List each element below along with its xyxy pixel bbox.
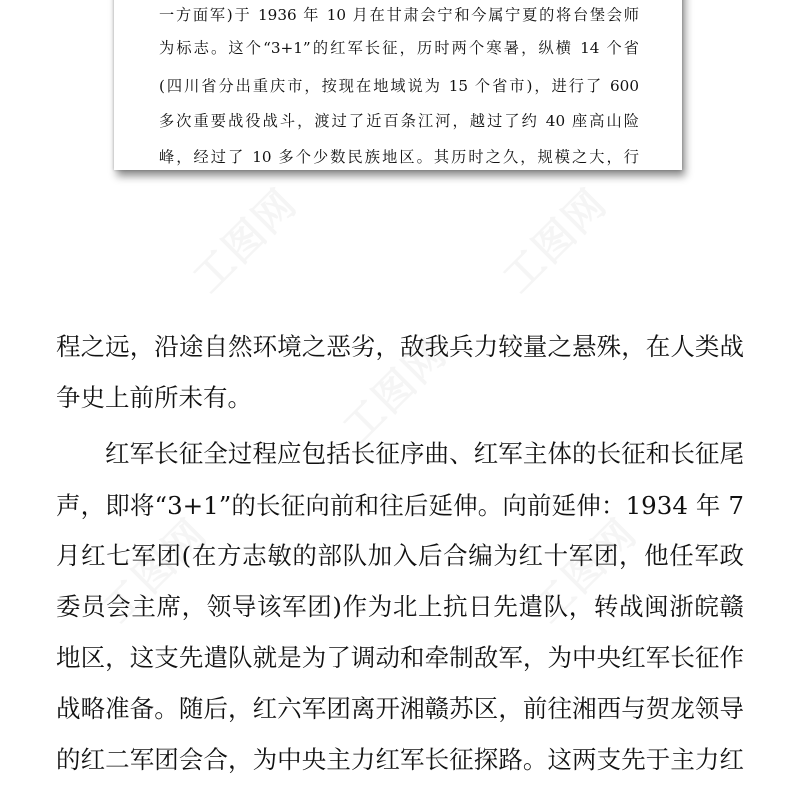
paragraph-line: 月红七军团(在方志敏的部队加入后合编为红十军团，他任军政 [56,541,744,570]
paragraph-line: 的红二军团会合，为中央主力红军长征探路。这两支先于主力红 [56,745,744,774]
watermark: 工图网 [524,510,647,632]
watermark: 工图网 [494,180,617,302]
excerpt-card [114,0,682,170]
paragraph-line: 红军长征全过程应包括长征序曲、红军主体的长征和长征尾 [105,439,744,468]
watermark: 工图网 [334,330,457,452]
card-text-line: 峰，经过了 10 多个少数民族地区。其历时之久，规模之大，行 [159,148,639,166]
watermark: 工图网 [94,510,217,632]
paragraph-line: 战略准备。随后，红六军团离开湘赣苏区，前往湘西与贺龙领导 [56,694,744,723]
card-text-line: 为标志。这个“3+1”的红军长征，历时两个寒暑，纵横 14 个省 [159,39,639,57]
paragraph-line: 争史上前所未有。 [56,383,252,412]
paragraph-line: 程之远，沿途自然环境之恶劣，敌我兵力较量之悬殊，在人类战 [56,332,744,361]
card-text-line: (四川省分出重庆市，按现在地域说为 15 个省市)，进行了 600 [159,77,639,95]
watermark: 工图网 [184,180,307,302]
paragraph-line: 声，即将“3+1”的长征向前和往后延伸。向前延伸：1934 年 7 [56,491,744,520]
paragraph-line: 地区，这支先遣队就是为了调动和牵制敌军，为中央红军长征作 [56,643,744,672]
paragraph-line: 委员会主席，领导该军团)作为北上抗日先遣队，转战闽浙皖赣 [56,592,744,621]
card-text-line: 一方面军)于 1936 年 10 月在甘肃会宁和今属宁夏的将台堡会师 [159,6,639,24]
card-text-line: 多次重要战役战斗，渡过了近百条江河，越过了约 40 座高山险 [159,112,639,130]
